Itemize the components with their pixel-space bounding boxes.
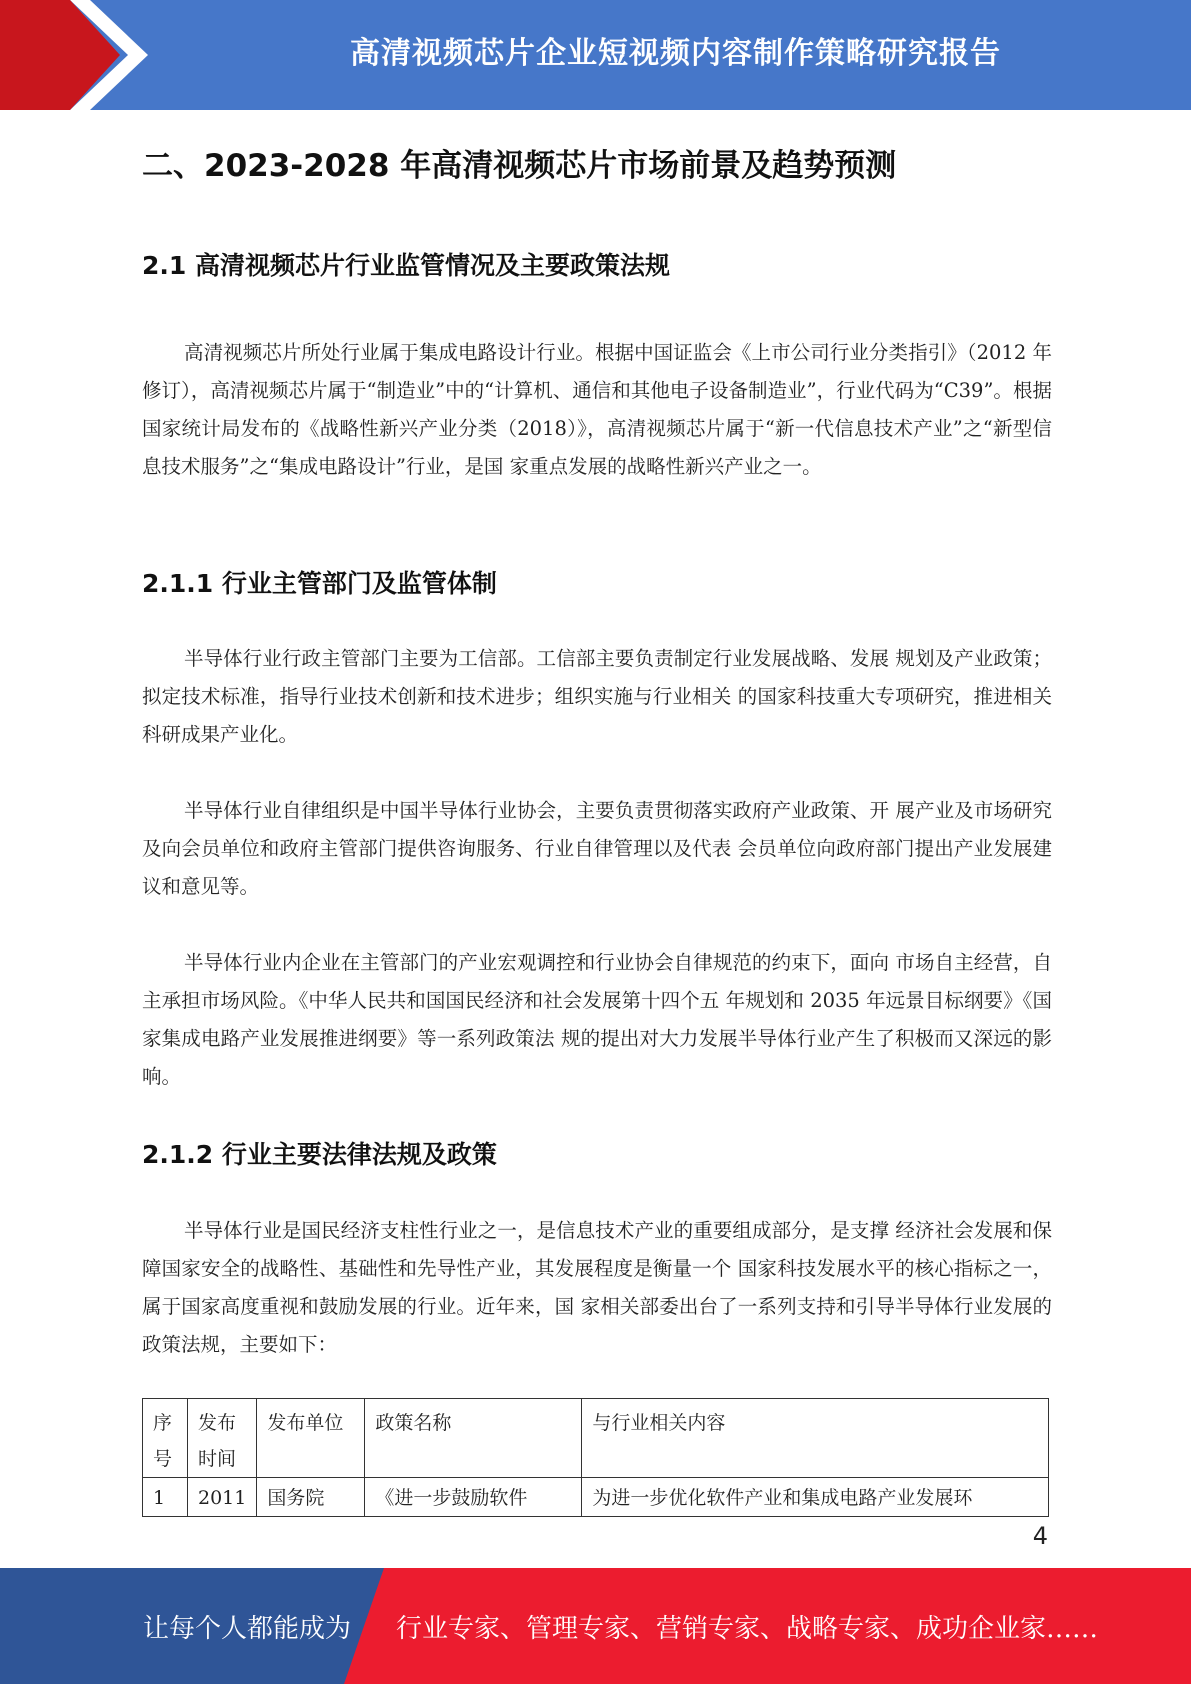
page-number: 4 [1032, 1522, 1048, 1550]
subsection-heading-2-1-2: 2.1.2 行业主要法律法规及政策 [142, 1140, 497, 1169]
subsection-heading-2-1-1: 2.1.1 行业主管部门及监管体制 [142, 569, 497, 598]
table-cell: 《进一步鼓励软件 [365, 1478, 582, 1517]
paragraph-2-1-1-b: 半导体行业自律组织是中国半导体行业协会，主要负责贯彻落实政府产业政策、开 展产业及市场研究及向会员单位和政府主管部门提供咨询服务、行业自律管理以及代表 会员单位向政府部门提出产业发展建议和意见等。 [142, 799, 1052, 898]
table-cell: 国务院 [257, 1478, 365, 1517]
subsection-heading-2-1: 2.1 高清视频芯片行业监管情况及主要政策法规 [142, 251, 670, 280]
table-header-cell: 发布时间 [188, 1399, 257, 1478]
table-cell: 为进一步优化软件产业和集成电路产业发展环 [582, 1478, 1049, 1517]
paragraph-2-1-1-a: 半导体行业行政主管部门主要为工信部。工信部主要负责制定行业发展战略、发展 规划及产业政策；拟定技术标准，指导行业技术创新和技术进步；组织实施与行业相关 的国家科技重大专项研究，推进相关科研成果产业化。 [142, 647, 1052, 746]
table-header-cell: 序号 [143, 1399, 188, 1478]
report-title: 高清视频芯片企业短视频内容制作策略研究报告 [350, 36, 1001, 71]
policy-table [142, 1398, 1049, 1517]
paragraph-2-1-1-c: 半导体行业内企业在主管部门的产业宏观调控和行业协会自律规范的约束下，面向 市场自主经营，自主承担市场风险。《中华人民共和国国民经济和社会发展第十四个五 年规划和 2035 年远景目标纲要》《国家集成电路产业发展推进纲要》等一系列政策法 规的提出对大力发展半导体行业产生了积极而又深远的影响。 [142, 951, 1052, 1088]
table-header-cell: 政策名称 [365, 1399, 582, 1478]
page-header-band [0, 0, 1191, 110]
header-red-block [0, 0, 70, 110]
paragraph-2-1: 高清视频芯片所处行业属于集成电路设计行业。根据中国证监会《上市公司行业分类指引》（2012 年修订），高清视频芯片属于“制造业”中的“计算机、通信和其他电子设备制造业”，行业代码为“C39”。根据国家统计局发布的《战略性新兴产业分类（2018）》，高清视频芯片属于“新一代信息技术产业”之“新型信息技术服务”之“集成电路设计”行业，是国 家重点发展的战略性新兴产业之一。 [142, 341, 1052, 478]
footer-slogan-right: 行业专家、管理专家、营销专家、战略专家、成功企业家…… [396, 1614, 1099, 1644]
table-row [143, 1478, 1049, 1517]
section-heading: 二、2023-2028 年高清视频芯片市场前景及趋势预测 [142, 148, 897, 184]
paragraph-2-1-2: 半导体行业是国民经济支柱性行业之一，是信息技术产业的重要组成部分，是支撑 经济社会发展和保障国家安全的战略性、基础性和先导性产业，其发展程度是衡量一个 国家科技发展水平的核心指标之一，属于国家高度重视和鼓励发展的行业。近年来，国 家相关部委出台了一系列支持和引导半导体行业发展的政策法规，主要如下： [142, 1219, 1052, 1356]
page-footer-band [0, 1568, 1191, 1684]
table-cell: 2011 [188, 1478, 257, 1517]
table-cell: 1 [143, 1478, 188, 1517]
table-header-row [143, 1399, 1049, 1478]
header-chevron-decoration [70, 0, 148, 110]
table-header-cell: 与行业相关内容 [582, 1399, 1049, 1478]
table-header-cell: 发布单位 [257, 1399, 365, 1478]
footer-slogan-left: 让每个人都能成为 [143, 1614, 352, 1644]
